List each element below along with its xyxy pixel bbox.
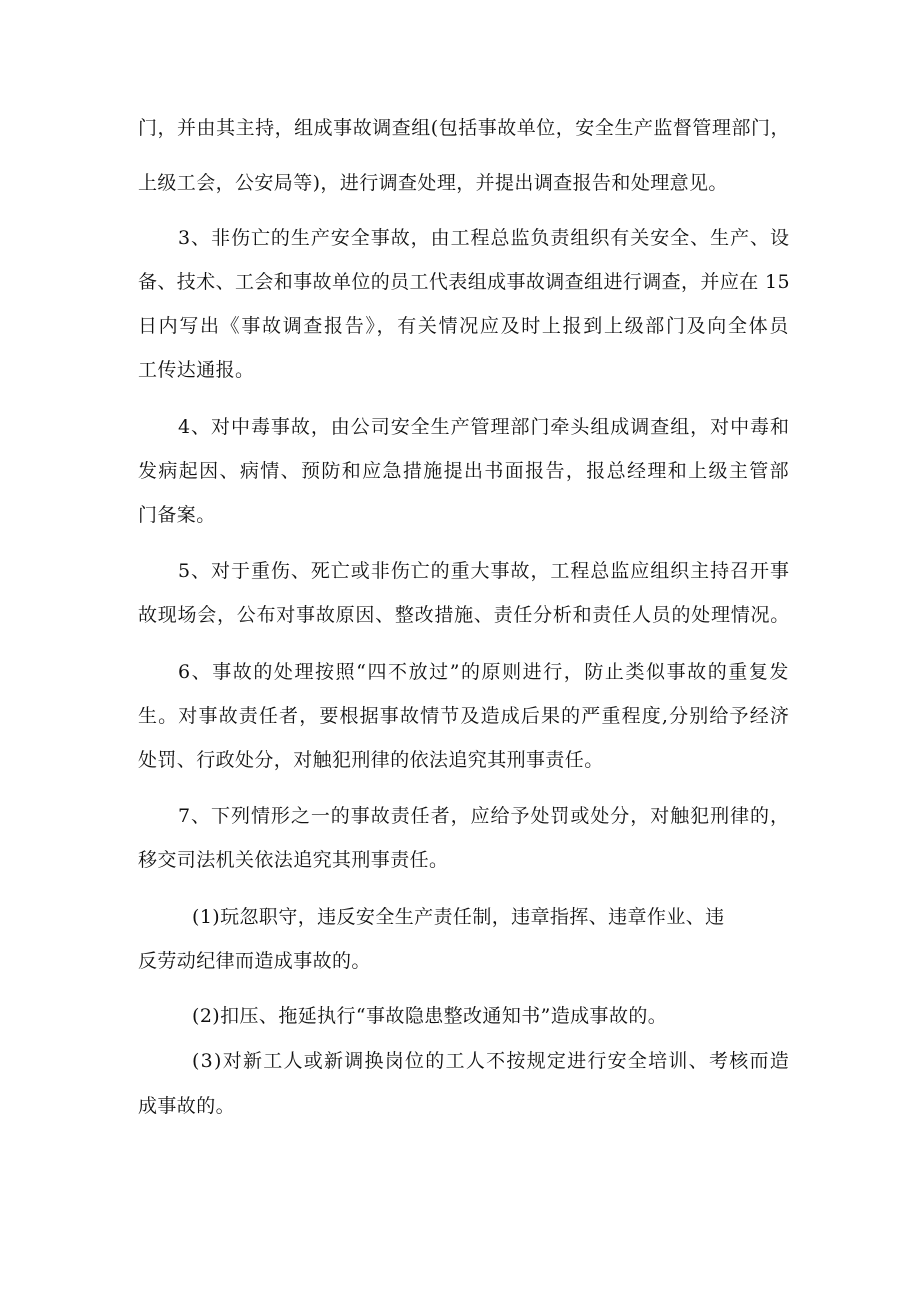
text-line: 4、对中毒事故，由公司安全生产管理部门牵头组成调查组，对中毒和	[178, 416, 790, 438]
text-line: 成事故的。	[138, 1095, 236, 1117]
text-line: (1)玩忽职守，违反安全生产责任制，违章指挥、违章作业、违	[192, 906, 725, 928]
text-line: 7、下列情形之一的事故责任者，应给予处罚或处分，对触犯刑律的，	[178, 805, 790, 827]
text-line: 门备案。	[138, 504, 216, 526]
text-line: 工传达通报。	[138, 359, 255, 381]
text-line: 生。对事故责任者，要根据事故情节及造成后果的严重程度,分别给予经济	[138, 705, 790, 727]
text-line: 移交司法机关依法追究其刑事责任。	[138, 849, 449, 871]
text-line: 发病起因、病情、预防和应急措施提出书面报告，报总经理和上级主管部	[138, 460, 790, 482]
text-line: 门，并由其主持，组成事故调查组(包括事故单位，安全生产监督管理部门，	[138, 117, 790, 139]
text-line: 故现场会，公布对事故原因、整改措施、责任分析和责任人员的处理情况。	[138, 604, 790, 626]
text-line: 上级工会，公安局等)，进行调查处理，并提出调查报告和处理意见。	[138, 172, 728, 194]
text-line: 备、技术、工会和事故单位的员工代表组成事故调查组进行调查，并应在 15	[138, 271, 790, 293]
text-line: 3、非伤亡的生产安全事故，由工程总监负责组织有关安全、生产、设	[178, 227, 790, 249]
text-line: 反劳动纪律而造成事故的。	[138, 950, 371, 972]
text-line: (2)扣压、拖延执行“事故隐患整改通知书”造成事故的。	[192, 1005, 668, 1027]
text-line: 处罚、行政处分，对触犯刑律的依法追究其刑事责任。	[138, 749, 604, 771]
text-line: 6、事故的处理按照“四不放过”的原则进行，防止类似事故的重复发	[178, 661, 790, 683]
text-line: (3)对新工人或新调换岗位的工人不按规定进行安全培训、考核而造	[192, 1050, 790, 1072]
text-line: 5、对于重伤、死亡或非伤亡的重大事故，工程总监应组织主持召开事	[178, 560, 790, 582]
text-line: 日内写出《事故调查报告》，有关情况应及时上报到上级部门及向全体员	[138, 315, 790, 337]
